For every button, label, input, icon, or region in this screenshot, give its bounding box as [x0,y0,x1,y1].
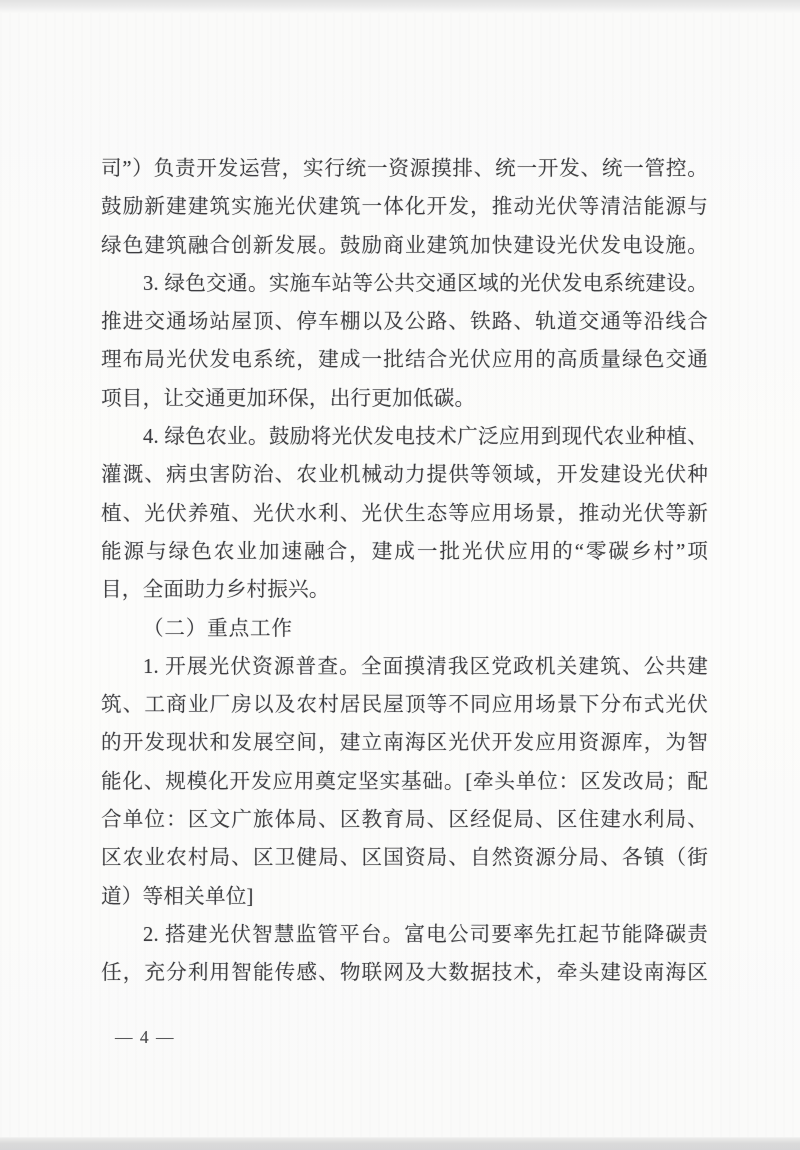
text-line: 目，全面助力乡村振兴。 [101,579,330,602]
text-line: 区农业农村局、区卫健局、区国资局、自然资源分局、各镇（街 [101,847,708,870]
scan-edge-top [0,0,800,13]
text-line: 的开发现状和发展空间，建立南海区光伏开发应用资源库，为智 [101,732,708,755]
text-line: 推进交通场站屋顶、停车棚以及公路、铁路、轨道交通等沿线合 [101,311,708,334]
text-line: 绿色建筑融合创新发展。鼓励商业建筑加快建设光伏发电设施。 [101,234,708,257]
text-line: 任，充分利用智能传感、物联网及大数据技术，牵头建设南海区 [101,962,708,985]
text-line: 4. 绿色农业。鼓励将光伏发电技术广泛应用到现代农业种植、 [143,426,708,449]
text-line: 合单位：区文广旅体局、区教育局、区经促局、区住建水利局、 [101,809,708,832]
text-line: 司”）负责开发运营，实行统一资源摸排、统一开发、统一管控。 [101,158,708,180]
text-line: 植、光伏养殖、光伏水利、光伏生态等应用场景，推动光伏等新 [101,502,708,525]
page-number: — 4 — [115,1027,175,1047]
text-line: 1. 开展光伏资源普查。全面摸清我区党政机关建筑、公共建 [143,655,708,678]
text-line: 筑、工商业厂房以及农村居民屋顶等不同应用场景下分布式光伏 [101,694,708,717]
scan-edge-bottom [0,1137,800,1150]
text-line: 项目，让交通更加环保，出行更加低碳。 [101,387,476,410]
section-heading: （二）重点工作 [143,617,293,640]
text-line: 能源与绿色农业加速融合，建成一批光伏应用的“零碳乡村”项 [101,540,708,563]
document-body [101,150,708,993]
text-line: 鼓励新建建筑实施光伏建筑一体化开发，推动光伏等清洁能源与 [101,196,708,219]
text-line: 2. 搭建光伏智慧监管平台。富电公司要率先扛起节能降碳责 [143,923,708,946]
text-line: 道）等相关单位] [101,885,254,908]
text-line: 3. 绿色交通。实施车站等公共交通区域的光伏发电系统建设。 [143,272,708,295]
text-line: 能化、规模化开发应用奠定坚实基础。[牵头单位：区发改局；配 [101,770,708,793]
text-line: 灌溉、病虫害防治、农业机械动力提供等领域，开发建设光伏种 [101,464,708,487]
text-line: 理布局光伏发电系统，建成一批结合光伏应用的高质量绿色交通 [101,349,708,372]
